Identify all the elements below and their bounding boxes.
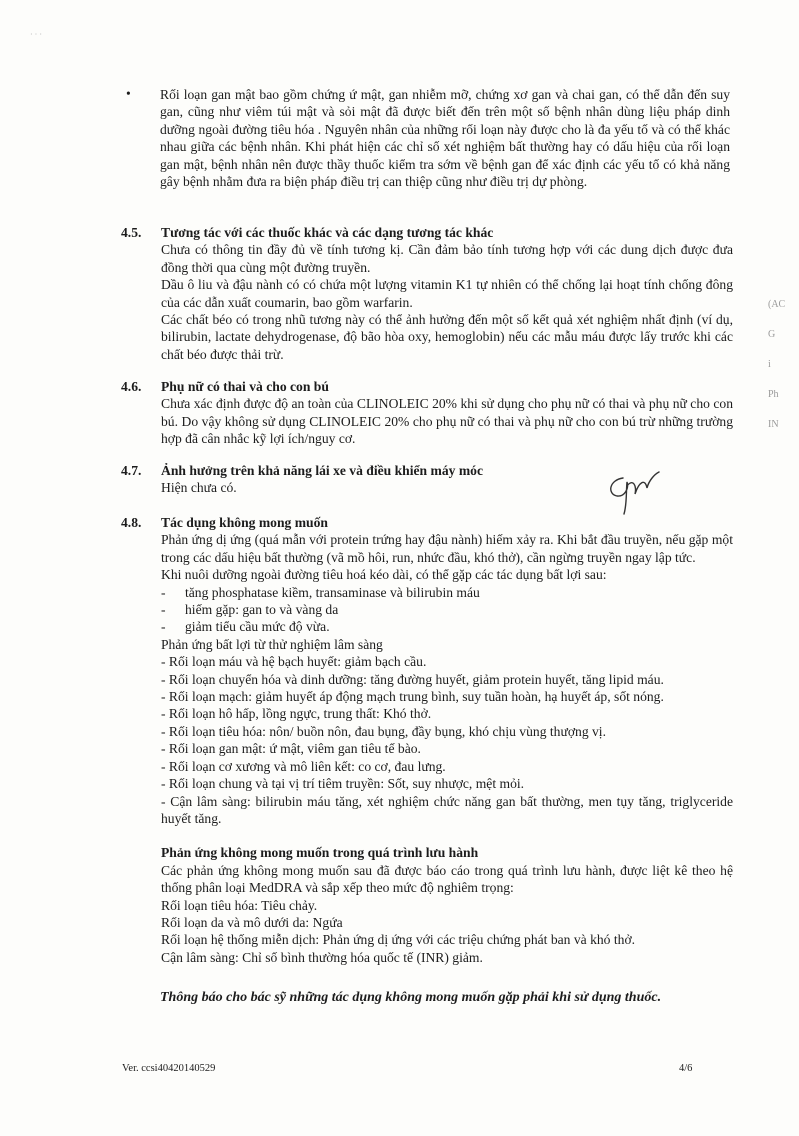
section-title: Tác dụng không mong muốn [161, 515, 328, 530]
section-title: Phụ nữ có thai và cho con bú [161, 379, 329, 394]
paragraph: Hiện chưa có. [161, 480, 237, 496]
stamp-text: Ph [768, 389, 779, 400]
list-item: - Rối loạn gan mật: ứ mật, viêm gan tiêu tế bào. [161, 741, 421, 757]
scan-artifact: · · · [30, 30, 42, 39]
list-item: - Rối loạn cơ xương và mô liên kết: co cơ, đau lưng. [161, 758, 446, 774]
list-item [161, 584, 733, 601]
dash-marker: - [161, 602, 166, 618]
doctor-notice: Thông báo cho bác sỹ những tác dụng không mong muốn gặp phải khi sử dụng thuốc. [160, 990, 662, 1005]
dash-marker: - [161, 584, 166, 600]
page-number: 4/6 [679, 1063, 693, 1074]
signature-mark [603, 466, 663, 516]
list-item: - Rối loạn chung và tại vị trí tiêm truyền: Sốt, suy nhược, mệt mỏi. [161, 776, 525, 792]
bullet-text: Rối loạn gan mật bao gồm chứng ứ mật, gan nhiễm mỡ, chứng xơ gan và chai gan, có thể dẫn đến suy gan, cũng như viêm túi mật và sỏi mật đã được biết đến trên một số bệnh nhân dùng liệu pháp dinh dưỡng ngoài đường tiêu hóa . Nguyên nhân của những rối loạn này được cho là đa yếu tố và có thể khác nhau giữa các bệnh nhân. Khi phát hiện các chỉ số xét nghiệm bất thường hay có dấu hiệu của rối loạn gan mật, bệnh nhân nên được thầy thuốc kiểm tra sớm về bệnh gan để xác định các yếu tố có khả năng gây bệnh nhằm đưa ra biện pháp điều trị can thiệp cũng như điều trị dự phòng. [160, 87, 730, 190]
list-item-text: tăng phosphatase kiềm, transaminase và bilirubin máu [185, 584, 480, 600]
list-item: - Rối loạn tiêu hóa: nôn/ buồn nôn, đau bụng, đầy bụng, khó chịu vùng thượng vị. [161, 723, 606, 739]
stamp-text: (AC [768, 299, 786, 310]
subsection-title: Phản ứng không mong muốn trong quá trình lưu hành [161, 845, 479, 861]
paragraph: Chưa xác định được độ an toàn của CLINOLEIC 20% khi sử dụng cho phụ nữ có thai và phụ nữ cho con bú. Do vậy không sử dụng CLINOLEIC 20% cho phụ nữ có thai và phụ nữ cho con bú trừ những trường hợp đã cân nhắc kỹ lợi ích/nguy cơ. [161, 396, 733, 447]
section-number: 4.5. [121, 225, 142, 240]
bullet-marker: • [126, 86, 131, 101]
paragraph: Phản ứng dị ứng (quá mẫn với protein trứng hay đậu nành) hiếm xảy ra. Khi bắt đầu truyền, nếu gặp một trong các dấu hiệu bất thường (vã mồ hôi, run, nhức đầu, khó thở), cần ngừng truyền ngay lập tức. [161, 532, 733, 565]
list-item: Rối loạn tiêu hóa: Tiêu chảy. [161, 897, 318, 913]
paragraph: Phản ứng bất lợi từ thử nghiệm lâm sàng [161, 636, 383, 652]
section-heading [121, 514, 733, 531]
stamp-text: i [768, 359, 771, 370]
list-item: Rối loạn hệ thống miễn dịch: Phản ứng dị ứng với các triệu chứng phát ban và khó thở. [161, 932, 636, 948]
section-number: 4.6. [121, 379, 142, 394]
paragraph: Các phản ứng không mong muốn sau đã được báo cáo trong quá trình lưu hành, được liệt kê theo hệ thống phân loại MedDRA và sắp xếp theo mức độ nghiêm trọng: [161, 862, 733, 896]
list-item: - Rối loạn chuyển hóa và dinh dưỡng: tăng đường huyết, giảm protein huyết, tăng lipid máu. [161, 671, 664, 687]
footer-version: Ver. ccsi40420140529 [122, 1063, 216, 1074]
list-item: - Rối loạn hô hấp, lồng ngực, trung thất: Khó thở. [161, 706, 432, 722]
section-heading [121, 378, 733, 395]
list-item [161, 618, 733, 635]
paragraph: Các chất béo có trong nhũ tương này có thể ảnh hưởng đến một số kết quả xét nghiệm nhất định (ví dụ, bilirubin, lactate dehydrogenase, độ bão hòa oxy, hemoglobin) nếu các mẫu máu được lấy trước khi các chất béo được thải trừ. [161, 312, 733, 362]
margin-stamp [768, 290, 799, 440]
section-body [161, 395, 733, 447]
section-number: 4.8. [121, 515, 142, 530]
dash-marker: - [161, 619, 166, 635]
list-item: - Cận lâm sàng: bilirubin máu tăng, xét nghiệm chức năng gan bất thường, men tụy tăng, triglyceride huyết tăng. [161, 793, 733, 826]
section-number: 4.7. [121, 463, 142, 478]
list-item: Cận lâm sàng: Chỉ số bình thường hóa quốc tế (INR) giảm. [161, 949, 483, 965]
list-item-text: giảm tiểu cầu mức độ vừa. [185, 619, 330, 635]
section-heading [121, 224, 733, 241]
section-4-8 [121, 514, 733, 966]
list-item [161, 601, 733, 618]
section-body [161, 531, 733, 966]
stamp-text: IN [768, 419, 779, 430]
liver-disorder-bullet [126, 86, 730, 190]
list-item: - Rối loạn mạch: giảm huyết áp động mạch trung bình, suy tuần hoàn, hạ huyết áp, sốt nóng. [161, 689, 664, 705]
section-body [161, 241, 733, 363]
stamp-text: G [768, 329, 776, 340]
list-item: - Rối loạn máu và hệ bạch huyết: giảm bạch cầu. [161, 654, 427, 670]
paragraph: Chưa có thông tin đầy đủ về tính tương kị. Cần đảm bảo tính tương hợp với các dung dịch được đưa đồng thời qua cùng một đường truyền. [161, 242, 733, 275]
section-title: Ảnh hưởng trên khả năng lái xe và điều khiển máy móc [161, 463, 483, 478]
list-item-text: hiếm gặp: gan to và vàng da [185, 602, 339, 618]
section-title: Tương tác với các thuốc khác và các dạng tương tác khác [161, 225, 494, 240]
paragraph: Khi nuôi dưỡng ngoài đường tiêu hoá kéo dài, có thể gặp các tác dụng bất lợi sau: [161, 567, 607, 583]
section-4-6 [121, 378, 733, 448]
paragraph: Dầu ô liu và đậu nành có có chứa một lượng vitamin K1 tự nhiên có thể chống lại hoạt tính chống đông của các dẫn xuất coumarin, bao gồm warfarin. [161, 277, 733, 310]
section-4-5 [121, 224, 733, 363]
list-item: Rối loạn da và mô dưới da: Ngứa [161, 914, 343, 930]
